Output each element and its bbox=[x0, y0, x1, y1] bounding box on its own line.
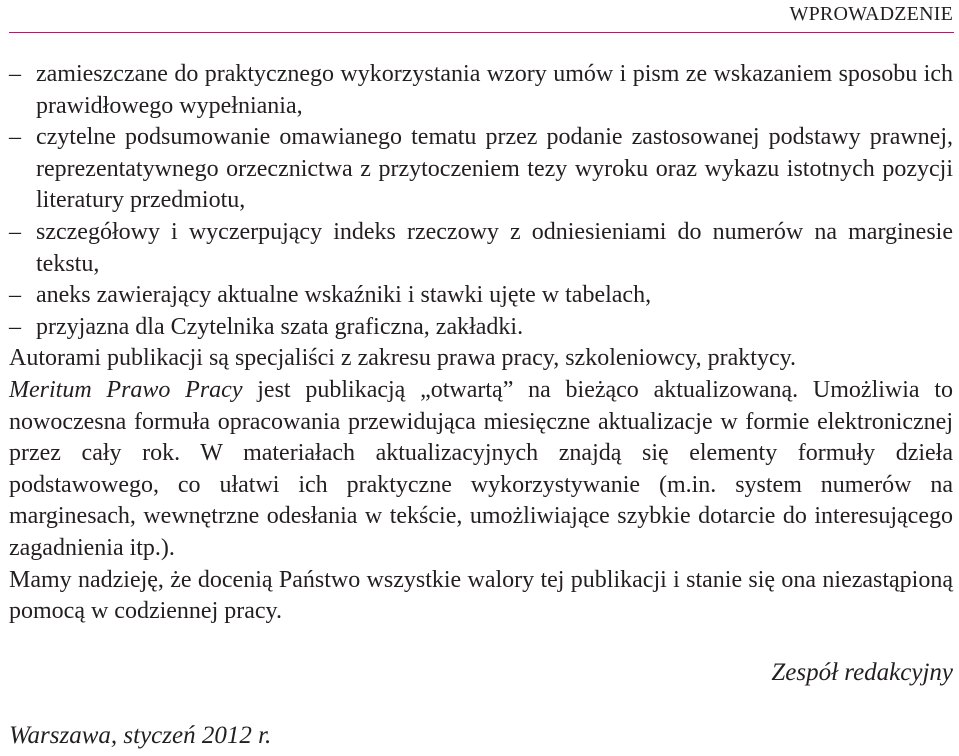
header-rule bbox=[9, 32, 954, 33]
bullet-text: zamieszczane do praktycznego wykorzystania wzory umów i pism ze wskazaniem sposobu ich prawidłowego wypełniania, bbox=[36, 61, 953, 119]
authors-paragraph: Autorami publikacji są specjaliści z zakresu prawa pracy, szkoleniowcy, praktycy. bbox=[9, 345, 797, 372]
page-body bbox=[9, 59, 953, 628]
publication-paragraph bbox=[9, 375, 953, 565]
bullet-text: czytelne podsumowanie omawianego tematu przez podanie zastosowanej podstawy prawnej, reprezentatywnego orzecznictwa z przytoczeniem tezy wyroku oraz wykazu istotnych pozycji literatury przedmiotu, bbox=[36, 124, 953, 214]
bullet-dash: – bbox=[9, 124, 21, 151]
closing-paragraph: Mamy nadzieję, że docenią Państwo wszystkie walory tej publikacji i stanie się ona niezastąpioną pomocą w codziennej pracy. bbox=[9, 566, 953, 625]
bullet-text: szczegółowy i wyczerpujący indeks rzeczowy z odniesieniami do numerów na marginesie tekstu, bbox=[36, 218, 953, 277]
publication-title: Meritum Prawo Pracy bbox=[9, 376, 243, 403]
bullet-item bbox=[9, 217, 953, 280]
bullet-text: przyjazna dla Czytelnika szata graficzna, zakładki. bbox=[36, 313, 524, 340]
bullet-text: aneks zawierający aktualne wskaźniki i stawki ujęte w tabelach, bbox=[36, 282, 652, 309]
bullet-item bbox=[9, 59, 953, 122]
bullet-item bbox=[9, 312, 953, 344]
bullet-dash: – bbox=[9, 282, 21, 309]
publication-description: jest publikacją „otwartą” na bieżąco aktualizowaną. Umożliwia to nowoczesna formuła opracowania przewidująca miesięczne aktualizacje w formie elektronicznej przez cały rok. W materiałach aktualizacyjnych znajdą się elementy formuły dzieła podstawowego, co ułatwi ich praktyczne wykorzystywanie (m.in. system numerów na marginesach, wewnętrzne odesłania w tekście, umożliwiające szybkie dotarcie do interesującego zagadnienia itp.). bbox=[9, 376, 953, 561]
bullet-dash: – bbox=[9, 313, 21, 340]
running-header: WPROWADZENIE bbox=[789, 3, 953, 25]
signature: Zespół redakcyjny bbox=[771, 659, 953, 686]
bullet-dash: – bbox=[9, 218, 21, 245]
bullet-dash: – bbox=[9, 61, 21, 87]
bullet-item bbox=[9, 122, 953, 217]
bullet-item bbox=[9, 280, 953, 312]
dateline: Warszawa, styczeń 2012 r. bbox=[9, 722, 272, 749]
